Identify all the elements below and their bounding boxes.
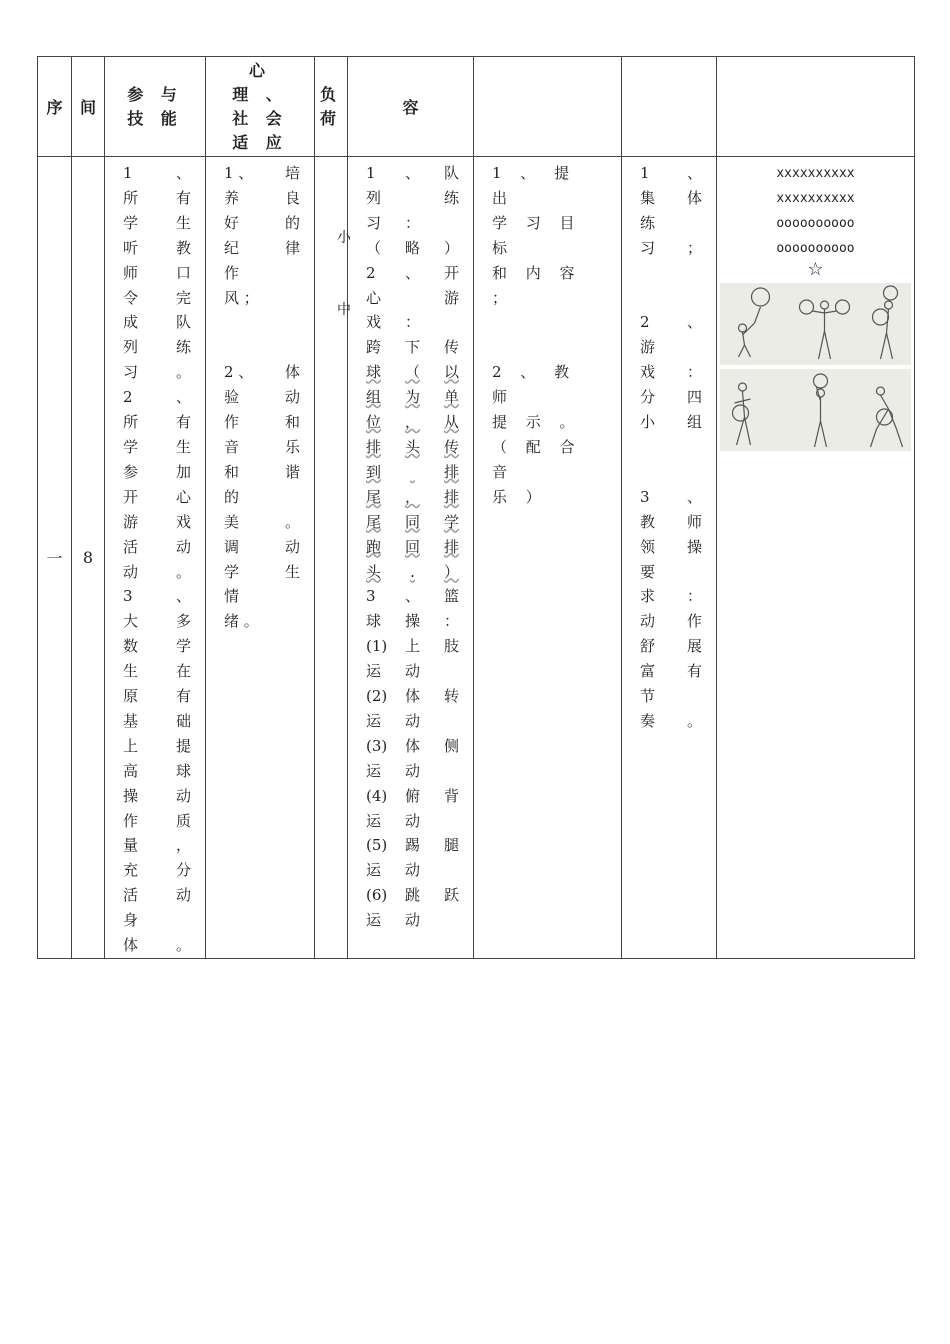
content-text: ） xyxy=(443,562,459,581)
student-activity-text: 奏 xyxy=(640,711,656,730)
content-text: ： xyxy=(443,612,459,631)
content-text: ， xyxy=(404,487,420,506)
student-activity-text: 2 xyxy=(640,313,650,332)
header-psych-line: 适 应 xyxy=(232,132,288,152)
psych-goal-text xyxy=(262,335,300,360)
student-activity-text: 动 xyxy=(640,612,656,631)
content-text: 3 xyxy=(366,587,376,606)
psych-goal-text: 美 xyxy=(224,512,240,531)
student-activity-text xyxy=(671,211,702,236)
row-seq: 一 xyxy=(38,157,72,959)
skill-goal-text: 生 xyxy=(175,213,191,232)
skill-goal-text: 质 xyxy=(175,811,191,830)
psych-goal-text: 谐 xyxy=(284,462,300,481)
content-text: 1 xyxy=(366,164,376,182)
student-activity-text: 1 xyxy=(640,164,650,182)
student-activity-text: 分 xyxy=(640,388,656,407)
student-activity-text: ； xyxy=(686,238,702,257)
skill-goal-text: 充 xyxy=(123,861,139,880)
teacher-activity-line: 2 、 教 师 xyxy=(492,363,577,407)
content-text xyxy=(428,858,459,883)
content-text: 、 xyxy=(404,587,420,606)
psych-goal-text: 生 xyxy=(284,562,300,581)
content-text: 排 xyxy=(443,487,459,506)
student-activity-text: 领 xyxy=(640,537,656,556)
content-text: （ xyxy=(404,363,420,382)
psych-goal-text: 动 xyxy=(284,388,300,407)
lesson-plan-table xyxy=(37,56,915,959)
content-text: (3) xyxy=(366,736,388,755)
content-text: 运 xyxy=(366,711,382,730)
content-text: 体 xyxy=(404,736,420,755)
content-text: 运 xyxy=(366,761,382,780)
header-load xyxy=(315,57,348,157)
content-text: 运 xyxy=(366,662,382,681)
skill-goal-text: 上 xyxy=(123,736,139,755)
load-level-text: 小 xyxy=(337,230,351,246)
header-psych xyxy=(206,57,315,157)
header-row xyxy=(38,57,915,157)
skill-goal-text: 列 xyxy=(123,338,139,357)
content-text xyxy=(397,460,428,485)
student-activity-text: 体 xyxy=(686,188,702,207)
content-text: . xyxy=(410,562,415,581)
student-activity-cell xyxy=(622,157,717,959)
skill-goal-text: 戏 xyxy=(175,512,191,531)
psych-goal-text xyxy=(262,261,300,286)
student-activity-text: 舒 xyxy=(640,637,656,656)
student-activity-text xyxy=(671,435,702,460)
student-activity-text: 展 xyxy=(686,637,702,656)
content-text: 动 xyxy=(404,811,420,830)
skill-goal-text: 、 xyxy=(175,388,191,407)
content-text: 腿 xyxy=(443,836,459,855)
psych-goal-text: 的 xyxy=(284,213,300,232)
header-skill-line: 参 与 xyxy=(127,84,183,104)
content-text: 球 xyxy=(366,363,382,382)
skill-goal-text: 础 xyxy=(175,711,191,730)
header-time: 间 xyxy=(72,57,105,157)
content-text: 动 xyxy=(404,911,420,930)
psych-goal-text xyxy=(224,310,262,335)
content-text: 跳 xyxy=(404,886,420,905)
content-text: 略 xyxy=(404,238,420,257)
skill-goal-text: 有 xyxy=(175,687,191,706)
student-activity-text: 集 xyxy=(640,188,656,207)
content-text: ） xyxy=(443,238,459,257)
content-text: 运 xyxy=(366,911,382,930)
psych-goal-text: 2 、 xyxy=(224,363,254,382)
content-text: 跨 xyxy=(366,338,382,357)
student-activity-text: 游 xyxy=(640,338,656,357)
content-text: 游 xyxy=(443,288,459,307)
content-text: 单 xyxy=(443,388,459,407)
formation-row: oooooooooo xyxy=(776,216,855,231)
skill-goal-text: 动 xyxy=(175,786,191,805)
student-activity-text: 操 xyxy=(686,537,702,556)
student-activity-text: 戏 xyxy=(640,363,656,382)
skill-goal-text: 1 xyxy=(123,164,133,182)
content-text: 侧 xyxy=(443,736,459,755)
student-activity-text: 四 xyxy=(686,388,702,407)
student-activity-text xyxy=(640,286,671,311)
skill-goal-text: 心 xyxy=(175,487,191,506)
content-text: 动 xyxy=(404,761,420,780)
student-activity-text: 3 xyxy=(640,487,650,506)
basketball-exercise-figures-top xyxy=(720,283,911,365)
skill-goal-text: 游 xyxy=(123,512,139,531)
header-teacher xyxy=(474,57,622,157)
content-text: 排 xyxy=(443,537,459,556)
psych-goals-cell xyxy=(206,157,315,959)
psych-goal-text xyxy=(224,335,262,360)
content-text: 习 xyxy=(366,213,382,232)
content-text: 肢 xyxy=(443,637,459,656)
skill-goal-text: 分 xyxy=(175,861,191,880)
content-text: ： xyxy=(404,213,420,232)
student-activity-text: 作 xyxy=(686,612,702,631)
content-text: 运 xyxy=(366,861,382,880)
student-activity-text xyxy=(671,261,702,286)
student-activity-text xyxy=(671,460,702,485)
header-skill xyxy=(105,57,206,157)
content-text: （ xyxy=(366,238,382,257)
teacher-activity-line xyxy=(492,335,607,360)
content-text: 练 xyxy=(443,188,459,207)
content-text: 以 xyxy=(443,363,459,382)
skill-goal-text: 有 xyxy=(175,413,191,432)
content-text: 位 xyxy=(366,413,382,432)
content-text: ： xyxy=(404,313,420,332)
psych-goal-text: 养 xyxy=(224,188,240,207)
psych-goal-text xyxy=(262,485,300,510)
skill-goal-text: 多 xyxy=(175,612,191,631)
skill-goal-text: 成 xyxy=(123,313,139,332)
psych-goal-text: 律 xyxy=(284,238,300,257)
content-text: 传 xyxy=(443,437,459,456)
content-text: 开 xyxy=(443,263,459,282)
content-text: 运 xyxy=(366,811,382,830)
psych-goal-text: 1 、 xyxy=(224,164,254,182)
student-activity-text: 要 xyxy=(640,562,656,581)
teacher-activity-line: 学 习 目 标 xyxy=(492,213,582,257)
header-load-line: 荷 xyxy=(319,108,342,128)
teacher-activity-line xyxy=(492,310,607,335)
student-activity-text: 组 xyxy=(686,413,702,432)
content-text: 队 xyxy=(443,164,459,182)
psych-goal-text: 培 xyxy=(284,164,300,182)
header-load-line: 负 xyxy=(319,84,342,104)
skill-goal-text: 基 xyxy=(123,711,139,730)
skill-goal-text: 数 xyxy=(123,637,139,656)
content-text xyxy=(428,809,459,834)
content-text: 头 xyxy=(404,437,420,456)
row-time: 8 xyxy=(72,157,105,959)
formation-row: oooooooooo xyxy=(776,241,855,256)
skill-goal-text: 提 xyxy=(175,736,191,755)
psych-goal-text: 验 xyxy=(224,388,240,407)
content-text: 为 xyxy=(404,388,420,407)
content-text: 背 xyxy=(443,786,459,805)
skill-goal-text: 师 xyxy=(123,263,139,282)
skill-goal-text: 球 xyxy=(175,761,191,780)
psych-goal-text: 体 xyxy=(284,363,300,382)
skill-goal-text: 加 xyxy=(175,462,191,481)
student-activity-text: 有 xyxy=(686,662,702,681)
skill-goal-text: 习 xyxy=(123,363,139,382)
content-text: 排 xyxy=(366,437,382,456)
content-text: 戏 xyxy=(366,313,382,332)
content-text xyxy=(428,659,459,684)
skill-goal-text: 、 xyxy=(175,587,191,606)
skill-goal-text: 队 xyxy=(175,313,191,332)
skill-goal-text: 生 xyxy=(123,662,139,681)
content-text: (2) xyxy=(366,687,388,706)
skill-goal-text: 操 xyxy=(123,786,139,805)
psych-goal-text: 良 xyxy=(284,188,300,207)
psych-goal-text: 乐 xyxy=(284,437,300,456)
skill-goal-text xyxy=(157,908,191,933)
teacher-activity-cell xyxy=(474,157,622,959)
skill-goal-text: 。 xyxy=(175,936,191,955)
skill-goal-text: 令 xyxy=(123,288,139,307)
skill-goal-text: 、 xyxy=(175,164,191,182)
content-text: 、 xyxy=(404,263,420,282)
content-text: 组 xyxy=(366,388,382,407)
psych-goal-text: 风 ； xyxy=(224,288,259,307)
skill-goal-text: 学 xyxy=(175,637,191,656)
content-text: 动 xyxy=(404,711,420,730)
content-text: 转 xyxy=(443,687,459,706)
skill-goal-text: 活 xyxy=(123,537,139,556)
psych-goal-text: 学 xyxy=(224,562,240,581)
student-activity-text xyxy=(640,460,671,485)
student-activity-text: 、 xyxy=(686,487,702,506)
student-activity-text: 小 xyxy=(640,413,656,432)
student-activity-text: 教 xyxy=(640,512,656,531)
header-student xyxy=(622,57,717,157)
teacher-activity-line: 和 内 容 ； xyxy=(492,263,582,307)
psych-goal-text: 。 xyxy=(284,512,300,531)
content-text xyxy=(397,286,428,311)
student-activity-text xyxy=(640,261,671,286)
student-activity-text xyxy=(671,286,702,311)
skill-goal-text: 活 xyxy=(123,886,139,905)
header-psych-line: 心 xyxy=(248,60,271,80)
content-text: 头 xyxy=(366,562,382,581)
psych-goal-text: 纪 xyxy=(224,238,240,257)
content-text xyxy=(428,709,459,734)
header-psych-line: 社 会 xyxy=(232,108,288,128)
teacher-activity-line: 提 示 。 xyxy=(492,413,582,432)
header-organization xyxy=(717,57,915,157)
content-text: 尾 xyxy=(366,512,382,531)
header-psych-line: 理 、 xyxy=(232,84,288,104)
student-activity-text xyxy=(640,435,671,460)
psych-goal-text xyxy=(262,609,300,634)
skill-goal-text: 量 xyxy=(123,836,139,855)
content-text: 、 xyxy=(404,164,420,182)
student-activity-text: 。 xyxy=(686,711,702,730)
lesson-row xyxy=(38,157,915,959)
student-activity-text: 求 xyxy=(640,587,656,606)
content-text: 动 xyxy=(404,861,420,880)
content-text: 跑 xyxy=(366,537,382,556)
psych-goal-text: 情 xyxy=(224,587,240,606)
content-text xyxy=(428,211,459,236)
student-activity-text: 、 xyxy=(686,313,702,332)
psych-goal-text: 好 xyxy=(224,213,240,232)
psych-goal-text: 动 xyxy=(284,537,300,556)
psych-goal-text: 作 xyxy=(224,263,240,282)
formation-diagram xyxy=(717,157,914,261)
skill-goal-text: 口 xyxy=(175,263,191,282)
skill-goal-text: 。 xyxy=(175,363,191,382)
skill-goal-text: 参 xyxy=(123,462,139,481)
content-text: 跃 xyxy=(443,886,459,905)
skill-goal-text: 动 xyxy=(123,562,139,581)
content-text: 体 xyxy=(404,687,420,706)
skill-goal-text: 生 xyxy=(175,437,191,456)
content-text: 篮 xyxy=(443,587,459,606)
load-level-text: 中 xyxy=(337,302,351,318)
skill-goal-text: 身 xyxy=(123,911,139,930)
teacher-activity-line: （ 配 合 音 xyxy=(492,437,582,481)
content-text: (6) xyxy=(366,886,388,905)
content-text: 同 xyxy=(404,512,420,531)
basketball-exercise-figures-bottom xyxy=(720,369,911,451)
content-text: (1) xyxy=(366,637,388,656)
student-activity-text: ： xyxy=(686,363,702,382)
content-text: 心 xyxy=(366,288,382,307)
teacher-activity-line: 1 、 提 出 xyxy=(492,164,577,207)
skill-goal-text: 听 xyxy=(123,238,139,257)
skill-goal-text: 学 xyxy=(123,437,139,456)
psych-goal-text: 和 xyxy=(284,413,300,432)
content-text: 俯 xyxy=(404,786,420,805)
skill-goal-text: 教 xyxy=(175,238,191,257)
skill-goal-text: 2 xyxy=(123,388,133,407)
teacher-position-icon: ☆ xyxy=(807,259,824,280)
student-activity-text xyxy=(671,560,702,585)
content-text: (4) xyxy=(366,786,388,805)
skill-goal-text: 动 xyxy=(175,886,191,905)
load-cell xyxy=(315,157,351,959)
skill-goal-text: 体 xyxy=(123,936,139,955)
content-text: 球 xyxy=(366,612,382,631)
content-text: ， xyxy=(404,413,420,432)
skill-goal-text: 所 xyxy=(123,413,139,432)
formation-row: xxxxxxxxxx xyxy=(776,166,855,181)
content-text: 下 xyxy=(404,338,420,357)
skill-goal-text: 作 xyxy=(123,811,139,830)
student-activity-text: 节 xyxy=(640,687,656,706)
skill-goal-text: ， xyxy=(175,836,191,855)
skill-goal-text: 大 xyxy=(123,612,139,631)
student-activity-text: 习 xyxy=(640,238,656,257)
skill-goal-text: 。 xyxy=(175,562,191,581)
content-cell xyxy=(348,157,474,959)
content-text: 操 xyxy=(404,612,420,631)
content-text: 传 xyxy=(443,338,459,357)
student-activity-text: 练 xyxy=(640,213,656,232)
header-skill-line: 技 能 xyxy=(127,108,183,128)
content-text: 从 xyxy=(443,413,459,432)
skill-goal-text: 有 xyxy=(175,188,191,207)
psych-goal-text xyxy=(262,584,300,609)
skill-goal-text: 所 xyxy=(123,188,139,207)
content-text: 踢 xyxy=(404,836,420,855)
student-activity-text: 、 xyxy=(686,164,702,182)
psych-goal-text: 调 xyxy=(224,537,240,556)
student-activity-text: ： xyxy=(686,587,702,606)
content-text: 学 xyxy=(443,512,459,531)
skill-goal-text: 学 xyxy=(123,213,139,232)
skill-goal-text: 3 xyxy=(123,587,133,606)
skill-goal-text: 原 xyxy=(123,687,139,706)
psych-goal-text: 和 xyxy=(224,462,240,481)
header-content: 容 xyxy=(348,57,474,157)
content-text: 上 xyxy=(404,637,420,656)
content-text: 列 xyxy=(366,188,382,207)
organization-cell xyxy=(717,157,915,959)
psych-goal-text xyxy=(262,286,300,311)
skill-goals-cell xyxy=(105,157,206,959)
content-text: 2 xyxy=(366,263,376,282)
formation-row: xxxxxxxxxx xyxy=(776,191,855,206)
content-text: (5) xyxy=(366,836,388,855)
skill-goal-text: 在 xyxy=(175,662,191,681)
student-activity-text xyxy=(671,335,702,360)
skill-goal-text: 完 xyxy=(175,288,191,307)
content-text: 尾 xyxy=(366,487,382,506)
content-text: 回 xyxy=(404,537,420,556)
content-text: 动 xyxy=(404,662,420,681)
teacher-activity-line: 乐 ） xyxy=(492,487,548,506)
content-text xyxy=(397,186,428,211)
student-activity-text xyxy=(671,684,702,709)
psych-goal-text: 作 xyxy=(224,413,240,432)
psych-goal-text: 的 xyxy=(224,487,240,506)
skill-goal-text: 开 xyxy=(123,487,139,506)
content-text xyxy=(428,759,459,784)
content-text: 到 xyxy=(366,462,382,481)
psych-goal-text xyxy=(262,310,300,335)
content-text: 排 xyxy=(443,462,459,481)
skill-goal-text: 高 xyxy=(123,761,139,780)
skill-goal-text: 动 xyxy=(175,537,191,556)
content-text xyxy=(428,908,459,933)
header-seq: 序 xyxy=(38,57,72,157)
content-text xyxy=(428,310,459,335)
student-activity-text: 师 xyxy=(686,512,702,531)
psych-goal-text: 音 xyxy=(224,437,240,456)
student-activity-text: 富 xyxy=(640,662,656,681)
skill-goal-text: 练 xyxy=(175,338,191,357)
psych-goal-text: 绪 。 xyxy=(224,612,259,631)
